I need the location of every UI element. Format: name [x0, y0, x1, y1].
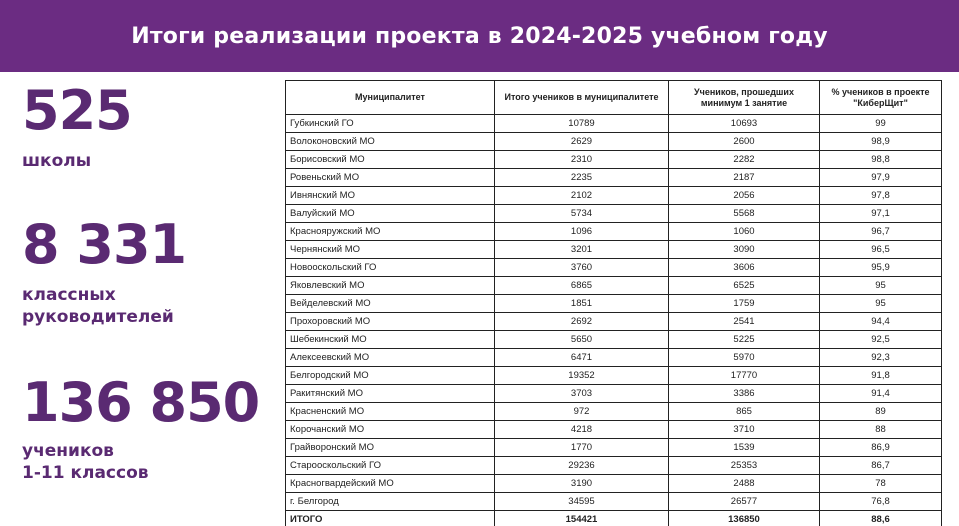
cell-percent: 86,9 [820, 439, 942, 457]
table-row [286, 475, 942, 493]
cell-municipality: Прохоровский МО [286, 313, 495, 331]
cell-municipality: Яковлевский МО [286, 277, 495, 295]
cell-percent: 97,1 [820, 205, 942, 223]
column-header-total-students: Итого учеников в муниципалитете [495, 81, 669, 115]
stat-label: школы [22, 151, 92, 171]
stat-number: 525 [22, 79, 132, 142]
cell-students-attended: 25353 [669, 457, 820, 475]
cell-total-students: 29236 [495, 457, 669, 475]
cell-percent: 88,6 [820, 511, 942, 526]
table-header-row [286, 81, 942, 115]
column-header-percent: % учеников в проекте "КиберЩит" [820, 81, 942, 115]
cell-municipality: Грайворонский МО [286, 439, 495, 457]
table-row [286, 313, 942, 331]
table-row [286, 115, 942, 133]
cell-students-attended: 5225 [669, 331, 820, 349]
cell-students-attended: 2056 [669, 187, 820, 205]
cell-total-students: 1770 [495, 439, 669, 457]
cell-students-attended: 2541 [669, 313, 820, 331]
cell-total-students: 5734 [495, 205, 669, 223]
cell-municipality: Красногвардейский МО [286, 475, 495, 493]
cell-municipality: Шебекинский МО [286, 331, 495, 349]
cell-total-students: 2692 [495, 313, 669, 331]
table-row [286, 331, 942, 349]
cell-percent: 96,5 [820, 241, 942, 259]
table-row [286, 151, 942, 169]
cell-students-attended: 1759 [669, 295, 820, 313]
cell-percent: 76,8 [820, 493, 942, 511]
results-table [285, 80, 942, 526]
table-row [286, 349, 942, 367]
table-row [286, 187, 942, 205]
cell-total-students: 3703 [495, 385, 669, 403]
stat-schools [22, 79, 132, 172]
cell-municipality: Ровеньский МО [286, 169, 495, 187]
cell-total-students: 3201 [495, 241, 669, 259]
table-row [286, 403, 942, 421]
cell-students-attended: 2282 [669, 151, 820, 169]
cell-total-students: 1096 [495, 223, 669, 241]
cell-students-attended: 136850 [669, 511, 820, 526]
table-row [286, 367, 942, 385]
cell-municipality: Вейделевский МО [286, 295, 495, 313]
table-row [286, 457, 942, 475]
cell-percent: 92,3 [820, 349, 942, 367]
cell-total-students: 34595 [495, 493, 669, 511]
page-title: Итоги реализации проекта в 2024-2025 учебном году [131, 23, 828, 49]
cell-percent: 99 [820, 115, 942, 133]
table-row [286, 421, 942, 439]
cell-total-students: 6471 [495, 349, 669, 367]
cell-total-students: 4218 [495, 421, 669, 439]
cell-percent: 92,5 [820, 331, 942, 349]
cell-municipality: Ракитянский МО [286, 385, 495, 403]
cell-students-attended: 1539 [669, 439, 820, 457]
table-row [286, 295, 942, 313]
table-total-row [286, 511, 942, 526]
cell-students-attended: 5970 [669, 349, 820, 367]
column-header-students-attended: Учеников, прошедших минимум 1 занятие [669, 81, 820, 115]
cell-total-students: 3760 [495, 259, 669, 277]
stat-class-teachers [22, 213, 187, 328]
cell-students-attended: 17770 [669, 367, 820, 385]
cell-total-students: 972 [495, 403, 669, 421]
cell-municipality: Корочанский МО [286, 421, 495, 439]
cell-students-attended: 865 [669, 403, 820, 421]
cell-percent: 95 [820, 295, 942, 313]
cell-students-attended: 2187 [669, 169, 820, 187]
column-header-municipality: Муниципалитет [286, 81, 495, 115]
table-row [286, 169, 942, 187]
cell-total-students: 19352 [495, 367, 669, 385]
cell-students-attended: 3090 [669, 241, 820, 259]
cell-municipality: Волоконовский МО [286, 133, 495, 151]
cell-total-students: 2235 [495, 169, 669, 187]
cell-municipality: г. Белгород [286, 493, 495, 511]
cell-percent: 98,9 [820, 133, 942, 151]
cell-students-attended: 3386 [669, 385, 820, 403]
cell-students-attended: 3606 [669, 259, 820, 277]
cell-total-students: 10789 [495, 115, 669, 133]
cell-total-students: 6865 [495, 277, 669, 295]
stat-students [22, 371, 260, 484]
table-body [286, 115, 942, 526]
table-row [286, 259, 942, 277]
table-row [286, 205, 942, 223]
cell-students-attended: 2488 [669, 475, 820, 493]
cell-municipality: Старооскольский ГО [286, 457, 495, 475]
cell-total-students: 5650 [495, 331, 669, 349]
cell-total-students: 1851 [495, 295, 669, 313]
table-row [286, 223, 942, 241]
cell-students-attended: 1060 [669, 223, 820, 241]
cell-percent: 95 [820, 277, 942, 295]
cell-municipality: Ивнянский МО [286, 187, 495, 205]
cell-students-attended: 6525 [669, 277, 820, 295]
table-row [286, 277, 942, 295]
cell-municipality: Валуйский МО [286, 205, 495, 223]
cell-total-students: 2102 [495, 187, 669, 205]
table-row [286, 385, 942, 403]
table-row [286, 493, 942, 511]
stat-number: 136 850 [22, 371, 260, 434]
cell-municipality: Краснояружский МО [286, 223, 495, 241]
table-row [286, 133, 942, 151]
cell-municipality: Чернянский МО [286, 241, 495, 259]
stat-number: 8 331 [22, 213, 187, 276]
table-row [286, 439, 942, 457]
cell-students-attended: 5568 [669, 205, 820, 223]
cell-students-attended: 10693 [669, 115, 820, 133]
cell-total-students: 154421 [495, 511, 669, 526]
cell-percent: 86,7 [820, 457, 942, 475]
title-banner [0, 0, 959, 72]
cell-percent: 98,8 [820, 151, 942, 169]
cell-percent: 89 [820, 403, 942, 421]
cell-municipality: Губкинский ГО [286, 115, 495, 133]
cell-students-attended: 26577 [669, 493, 820, 511]
results-table-container [285, 80, 941, 526]
cell-municipality: Белгородский МО [286, 367, 495, 385]
stat-label: учеников 1-11 классов [22, 441, 149, 483]
cell-municipality: Новооскольский ГО [286, 259, 495, 277]
cell-total-students: 2629 [495, 133, 669, 151]
cell-percent: 88 [820, 421, 942, 439]
cell-percent: 96,7 [820, 223, 942, 241]
cell-percent: 97,8 [820, 187, 942, 205]
cell-students-attended: 2600 [669, 133, 820, 151]
cell-students-attended: 3710 [669, 421, 820, 439]
cell-municipality: Красненский МО [286, 403, 495, 421]
cell-percent: 78 [820, 475, 942, 493]
cell-percent: 91,4 [820, 385, 942, 403]
cell-municipality: ИТОГО [286, 511, 495, 526]
cell-percent: 94,4 [820, 313, 942, 331]
cell-municipality: Алексеевский МО [286, 349, 495, 367]
cell-total-students: 3190 [495, 475, 669, 493]
cell-total-students: 2310 [495, 151, 669, 169]
cell-municipality: Борисовский МО [286, 151, 495, 169]
cell-percent: 91,8 [820, 367, 942, 385]
stat-label: классных руководителей [22, 285, 174, 327]
table-row [286, 241, 942, 259]
cell-percent: 97,9 [820, 169, 942, 187]
cell-percent: 95,9 [820, 259, 942, 277]
